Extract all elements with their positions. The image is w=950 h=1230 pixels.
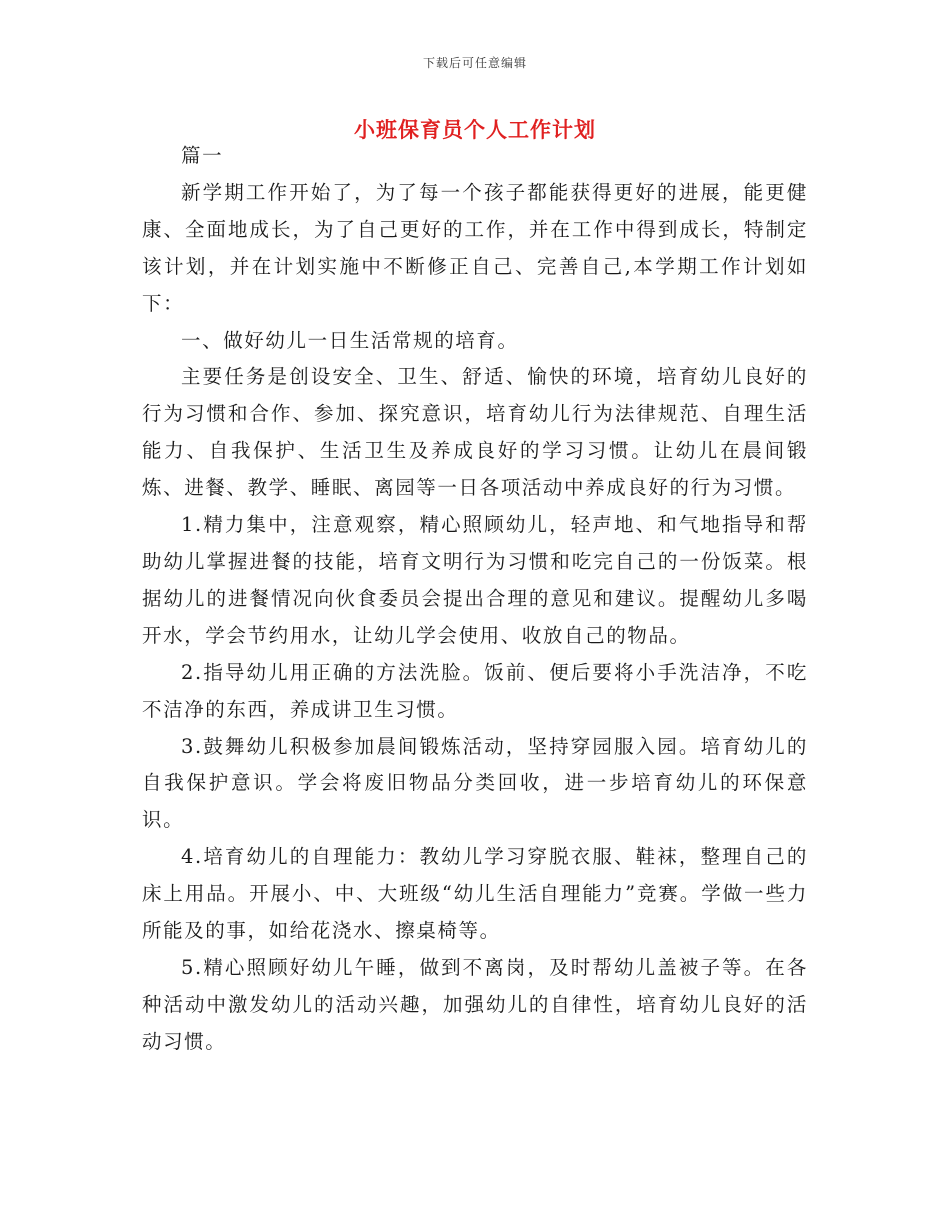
section-label: 篇一 [181,144,224,167]
paragraph-heading-1: 一、做好幼儿一日生活常规的培育。 [181,328,519,352]
header-note: 下载后可任意编辑 [422,56,527,70]
paragraph-item-1: 1.精力集中，注意观察，精心照顾幼儿，轻声地、和气地指导和帮助幼儿掌握进餐的技能，培育文明行为习惯和吃完自己的一份饭菜。根据幼儿的进餐情况向伙食委员会提出合理的意见和建议。提醒幼儿多喝开水，学会节约用水，让幼儿学会使用、收放自己的物品。 [142,513,808,647]
paragraph-main-task: 主要任务是创设安全、卫生、舒适、愉快的环境，培育幼儿良好的行为习惯和合作、参加、探究意识，培育幼儿行为法律规范、自理生活能力、自我保护、生活卫生及养成良好的学习习惯。让幼儿在晨间锻炼、进餐、教学、睡眠、离园等一日各项活动中养成良好的行为习惯。 [142,365,808,500]
paragraph-item-3: 3.鼓舞幼儿积极参加晨间锻炼活动，坚持穿园服入园。培育幼儿的自我保护意识。学会将废旧物品分类回收，进一步培育幼儿的环保意识。 [142,734,808,832]
paragraph-intro: 新学期工作开始了，为了每一个孩子都能获得更好的进展，能更健康、全面地成长，为了自己更好的工作，并在工作中得到成长，特制定该计划，并在计划实施中不断修正自己、完善自己,本学期工作计划如下： [142,180,808,315]
document-title: 小班保育员个人工作计划 [354,117,596,142]
paragraph-item-5: 5.精心照顾好幼儿午睡，做到不离岗，及时帮幼儿盖被子等。在各种活动中激发幼儿的活动兴趣，加强幼儿的自律性，培育幼儿良好的活动习惯。 [142,955,808,1053]
document-body [142,138,808,1061]
paragraph-item-2: 2.指导幼儿用正确的方法洗脸。饭前、便后要将小手洗洁净，不吃不洁净的东西，养成讲卫生习惯。 [142,660,808,721]
paragraph-item-4: 4.培育幼儿的自理能力：教幼儿学习穿脱衣服、鞋袜，整理自己的床上用品。开展小、中、大班级“幼儿生活自理能力”竞赛。学做一些力所能及的事，如给花浇水、擦桌椅等。 [142,845,808,943]
